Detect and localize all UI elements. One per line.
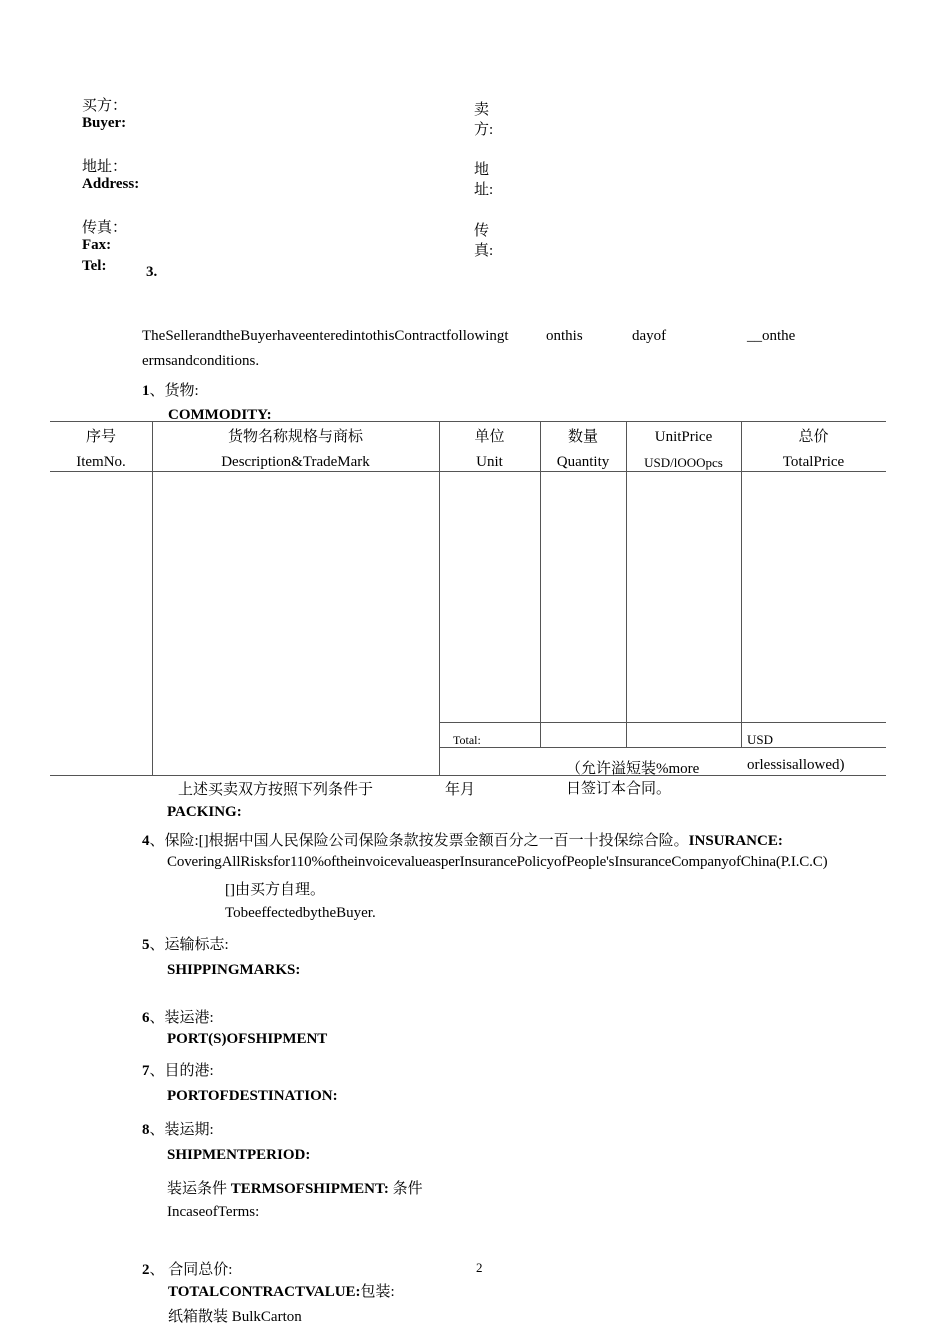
section-2-title-cn: 、 合同总价: [149, 1262, 233, 1278]
terms-of-shipment-line [167, 1177, 423, 1198]
fax-label-cn: 传真： [82, 220, 128, 236]
section-7-number: 7 [142, 1063, 150, 1079]
header-unit: 单位 Unit [474, 429, 505, 470]
intro-on-the: __onthe [747, 328, 796, 344]
section-7-title-cn: 、目的港: [149, 1063, 214, 1079]
section-5-number: 5 [142, 937, 150, 953]
section-8-heading [142, 1118, 214, 1139]
section-1-number: 1 [142, 383, 150, 399]
section-7-title-en: PORTOFDESTINATION: [167, 1088, 338, 1104]
section-8-title-cn: 、装运期: [149, 1122, 214, 1138]
header-unit-price: UnitPrice USD/lOOOpcs [644, 429, 723, 470]
intro-line-2: ermsandconditions. [142, 353, 260, 369]
seller-label-cn-1: 卖 [474, 102, 490, 118]
packing-cn: 包装: [360, 1284, 395, 1300]
section-6-heading [142, 1006, 214, 1027]
fax-label-en: Fax: [82, 237, 112, 253]
section-7-heading [142, 1059, 214, 1080]
section-5-title-en: SHIPPINGMARKS: [167, 962, 301, 978]
agreement-year-month: 年月 [445, 782, 476, 798]
section-2-heading [142, 1258, 232, 1279]
terms-cn-2: 条件 [392, 1181, 423, 1197]
stray-mark: 3. [146, 264, 158, 276]
section-6-title-cn: 、装运港: [149, 1010, 214, 1026]
seller-address-cn-1: 地 [474, 162, 490, 178]
insurance-option-2-cn: []由买方自理。 [225, 882, 325, 898]
section-1-heading [142, 379, 199, 400]
agreement-day-signed: 日签订本合同。 [566, 781, 672, 797]
tolerance-left: （允许溢短装%more [566, 761, 700, 777]
header-total-price: 总价 TotalPrice [782, 429, 845, 470]
tolerance-right: orlessisallowed) [747, 757, 845, 773]
seller-fax-cn-2: 真: [474, 243, 494, 259]
buyer-label-en: Buyer: [82, 115, 127, 131]
header-quantity: 数量 Quantity [556, 429, 610, 470]
section-5-heading [142, 933, 229, 954]
packing-label: PACKING: [167, 804, 242, 820]
section-1-title-cn: 、货物: [149, 383, 199, 399]
bulk-carton: 纸箱散装 BulkCarton [168, 1309, 302, 1325]
section-1-title-en: COMMODITY: [168, 407, 272, 423]
header-description: 货物名称规格与商标 Description&TradeMark [221, 429, 370, 470]
section-5-title-cn: 、运输标志: [149, 937, 229, 953]
table-total-top-rule [439, 722, 886, 723]
section-8-number: 8 [142, 1122, 150, 1138]
incase-of-terms: IncaseofTerms: [167, 1204, 260, 1220]
section-4-title-en: INSURANCE: [688, 833, 783, 849]
buyer-label-cn: 买方： [82, 98, 128, 114]
address-label-cn: 地址： [82, 159, 128, 175]
table-bottom-rule [50, 775, 886, 776]
total-label: Total: [453, 733, 481, 747]
section-6-number: 6 [142, 1010, 150, 1026]
seller-address-cn-2: 址: [474, 182, 494, 198]
insurance-coverage: CoveringAllRisksfor110%oftheinvoicevalueasperInsurancePolicyofPeople'sInsuranceCompanyofChina(P.I.C.C) [167, 854, 828, 870]
table-top-rule [50, 421, 886, 422]
section-4-heading [142, 829, 783, 850]
section-8-title-en: SHIPMENTPERIOD: [167, 1147, 311, 1163]
terms-en: TERMSOFSHIPMENT: [230, 1181, 389, 1197]
section-6-title-en: PORT(S)OFSHIPMENT [167, 1031, 328, 1047]
seller-label-cn-2: 方: [474, 122, 494, 138]
table-total-bottom-rule [439, 747, 886, 748]
agreement-text: 上述买卖双方按照下列条件于 [178, 782, 374, 798]
seller-fax-cn-1: 传 [474, 223, 490, 239]
section-4-title-cn: 、保险:[]根据中国人民保险公司保险条款按发票金额百分之一百一十投保综合险。 [149, 833, 689, 849]
page-number: 2 [476, 1260, 483, 1275]
intro-line-1: TheSellerandtheBuyerhaveenteredintothisContractfollowingt [142, 328, 509, 344]
section-4-number: 4 [142, 833, 150, 849]
intro-on-this: onthis [546, 328, 583, 344]
insurance-option-2-en: TobeeffectedbytheBuyer. [225, 905, 376, 921]
tel-label-en: Tel: [82, 258, 107, 274]
total-contract-value-line [168, 1280, 395, 1301]
total-currency: USD [747, 732, 774, 747]
address-label-en: Address: [82, 176, 140, 192]
header-item-no: 序号 ItemNo. [76, 429, 126, 470]
section-2-title-en: TOTALCONTRACTVALUE: [168, 1284, 361, 1300]
section-2-number: 2 [142, 1262, 150, 1278]
intro-day-of: dayof [632, 328, 667, 344]
terms-cn: 装运条件 [167, 1181, 228, 1197]
